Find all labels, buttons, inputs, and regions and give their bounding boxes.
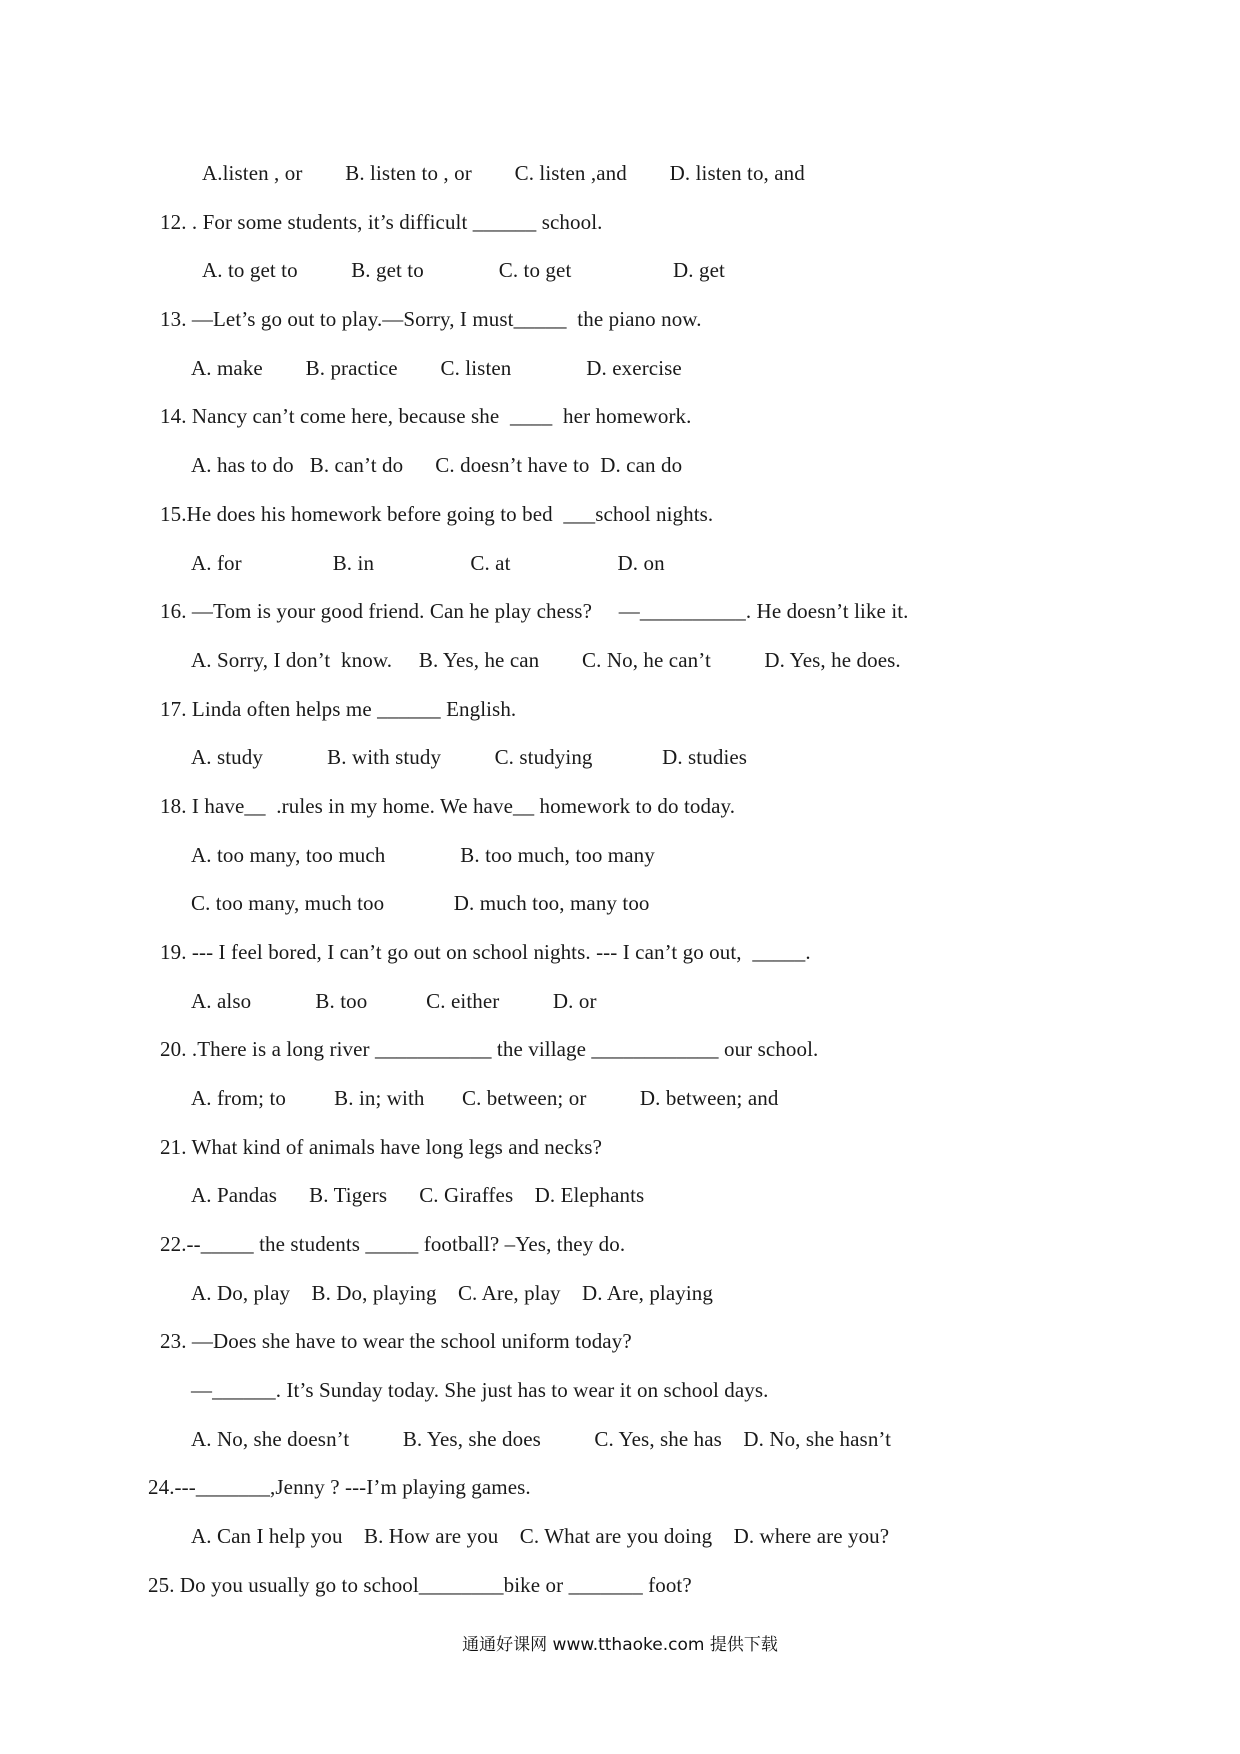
question-18: 18. I have__ .rules in my home. We have__ homework to do today. — [160, 794, 736, 818]
options-16: A. Sorry, I don’t know. B. Yes, he can C. No, he can’t D. Yes, he does. — [191, 648, 901, 672]
question-13: 13. —Let’s go out to play.—Sorry, I must_____ the piano now. — [160, 307, 702, 331]
options-23: A. No, she doesn’t B. Yes, she does C. Yes, she has D. No, she hasn’t — [191, 1427, 892, 1451]
question-19: 19. --- I feel bored, I can’t go out on school nights. --- I can’t go out, _____. — [160, 940, 811, 964]
question-23-answer-line: —______. It’s Sunday today. She just has to wear it on school days. — [191, 1378, 769, 1402]
question-21: 21. What kind of animals have long legs and necks? — [160, 1135, 603, 1159]
options-24: A. Can I help you B. How are you C. What are you doing D. where are you? — [191, 1524, 890, 1548]
question-14: 14. Nancy can’t come here, because she ____ her homework. — [160, 404, 692, 428]
question-25: 25. Do you usually go to school________bike or _______ foot? — [148, 1573, 692, 1597]
question-12: 12. . For some students, it’s difficult ______ school. — [160, 210, 603, 234]
question-15: 15.He does his homework before going to bed ___school nights. — [160, 502, 714, 526]
question-24: 24.---_______,Jenny ? ---I’m playing games. — [148, 1475, 531, 1499]
question-23: 23. —Does she have to wear the school uniform today? — [160, 1329, 632, 1353]
question-16: 16. —Tom is your good friend. Can he play chess? —__________. He doesn’t like it. — [160, 599, 909, 623]
options-13: A. make B. practice C. listen D. exercise — [191, 356, 682, 380]
options-14: A. has to do B. can’t do C. doesn’t have to D. can do — [191, 453, 683, 477]
options-11: A.listen , or B. listen to , or C. listen ,and D. listen to, and — [202, 161, 805, 185]
options-18-row2: C. too many, much too D. much too, many too — [191, 891, 650, 915]
footer-watermark: 通通好课网 www.tthaoke.com 提供下载 — [462, 1635, 778, 1655]
options-22: A. Do, play B. Do, playing C. Are, play D. Are, playing — [191, 1281, 714, 1305]
question-17: 17. Linda often helps me ______ English. — [160, 697, 517, 721]
options-15: A. for B. in C. at D. on — [191, 551, 665, 575]
options-17: A. study B. with study C. studying D. studies — [191, 745, 748, 769]
question-22: 22.--_____ the students _____ football? –Yes, they do. — [160, 1232, 626, 1256]
options-19: A. also B. too C. either D. or — [191, 989, 597, 1013]
question-20: 20. .There is a long river ___________ the village ____________ our school. — [160, 1037, 819, 1061]
options-12: A. to get to B. get to C. to get D. get — [202, 258, 725, 282]
options-20: A. from; to B. in; with C. between; or D. between; and — [191, 1086, 779, 1110]
options-18-row1: A. too many, too much B. too much, too many — [191, 843, 655, 867]
options-21: A. Pandas B. Tigers C. Giraffes D. Elephants — [191, 1183, 645, 1207]
